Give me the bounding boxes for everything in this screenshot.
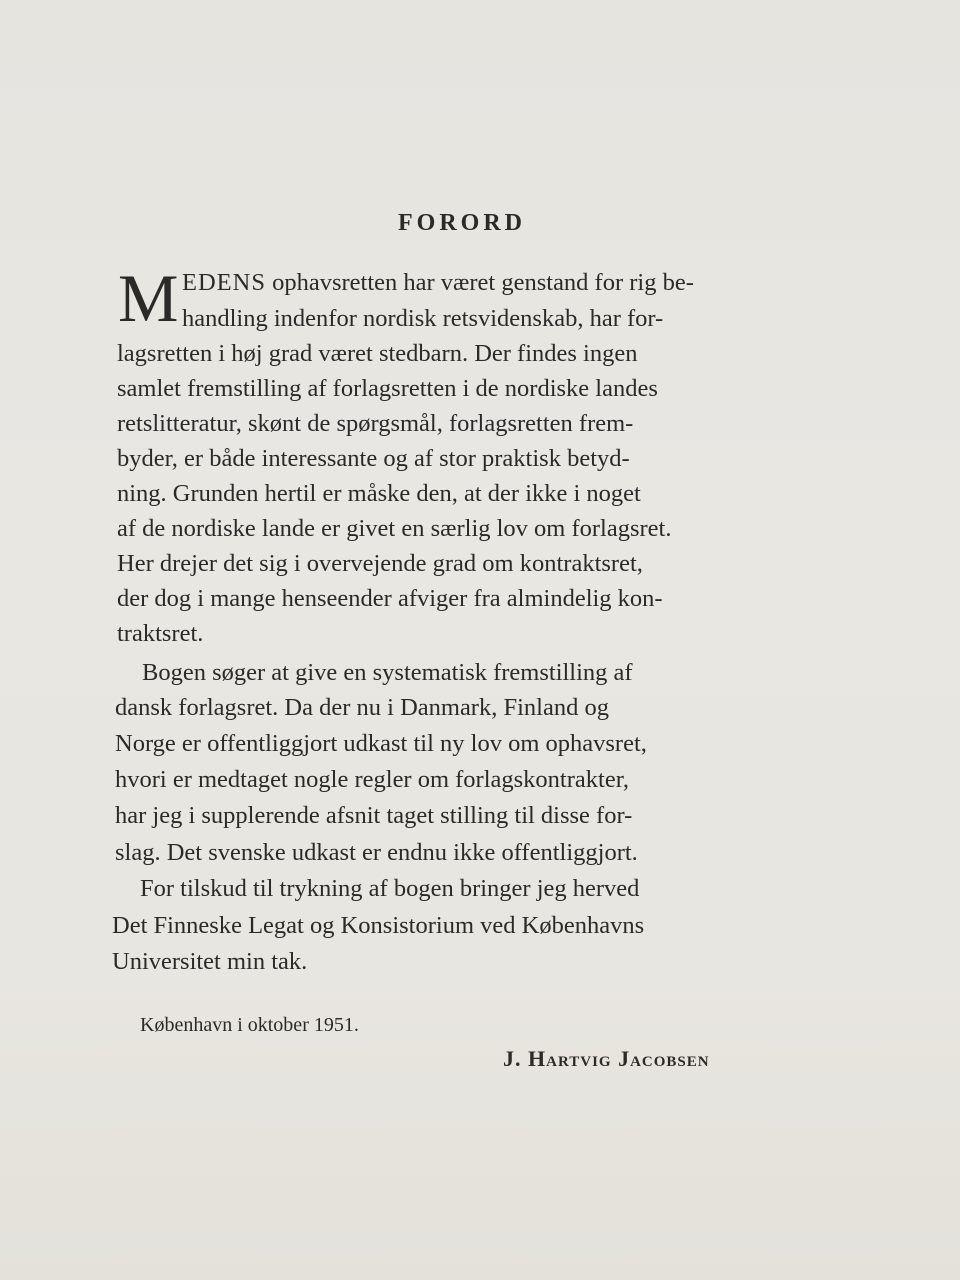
text-line: har jeg i supplerende afsnit taget stilling til disse for- [115,802,633,829]
text-line: Universitet min tak. [112,948,308,975]
text-line: af de nordiske lande er givet en særlig lov om forlagsret. [117,515,672,542]
text-line: For tilskud til trykning af bogen bringer jeg herved [140,875,640,902]
text-line-rest: ophavsretten har været genstand for rig be- [265,269,694,296]
text-line: slag. Det svenske udkast er endnu ikke offentliggjort. [115,839,638,866]
text-line: ning. Grunden hertil er måske den, at der ikke i noget [117,480,641,507]
text-line: lagsretten i høj grad været stedbarn. Der findes ingen [117,340,638,367]
text-line: Her drejer det sig i overvejende grad om kontraktsret, [117,550,643,577]
text-line: byder, er både interessante og af stor praktisk betyd- [117,445,630,472]
text-line: Det Finneske Legat og Konsistorium ved Københavns [112,912,645,939]
page-heading: FORORD [398,210,526,236]
text-line: handling indenfor nordisk retsvidenskab, har for- [182,305,664,332]
first-word-small-caps: EDENS [182,269,266,296]
author-signature: J. Hartvig Jacobsen [503,1046,710,1071]
text-line: dansk forlagsret. Da der nu i Danmark, Finland og [115,694,609,721]
text-line [182,271,694,296]
text-line: retslitteratur, skønt de spørgsmål, forlagsretten frem- [117,410,634,437]
drop-cap: M [118,260,179,336]
text-line: traktsret. [117,620,204,647]
text-line: samlet fremstilling af forlagsretten i de nordiske landes [117,375,658,402]
text-line: Norge er offentliggjort udkast til ny lov om ophavsret, [115,730,647,757]
text-line: Bogen søger at give en systematisk fremstilling af [142,659,633,686]
text-line: hvori er medtaget nogle regler om forlagskontrakter, [115,766,630,793]
text-line: der dog i mange henseender afviger fra almindelig kon- [117,585,663,612]
place-date: København i oktober 1951. [140,1014,359,1036]
